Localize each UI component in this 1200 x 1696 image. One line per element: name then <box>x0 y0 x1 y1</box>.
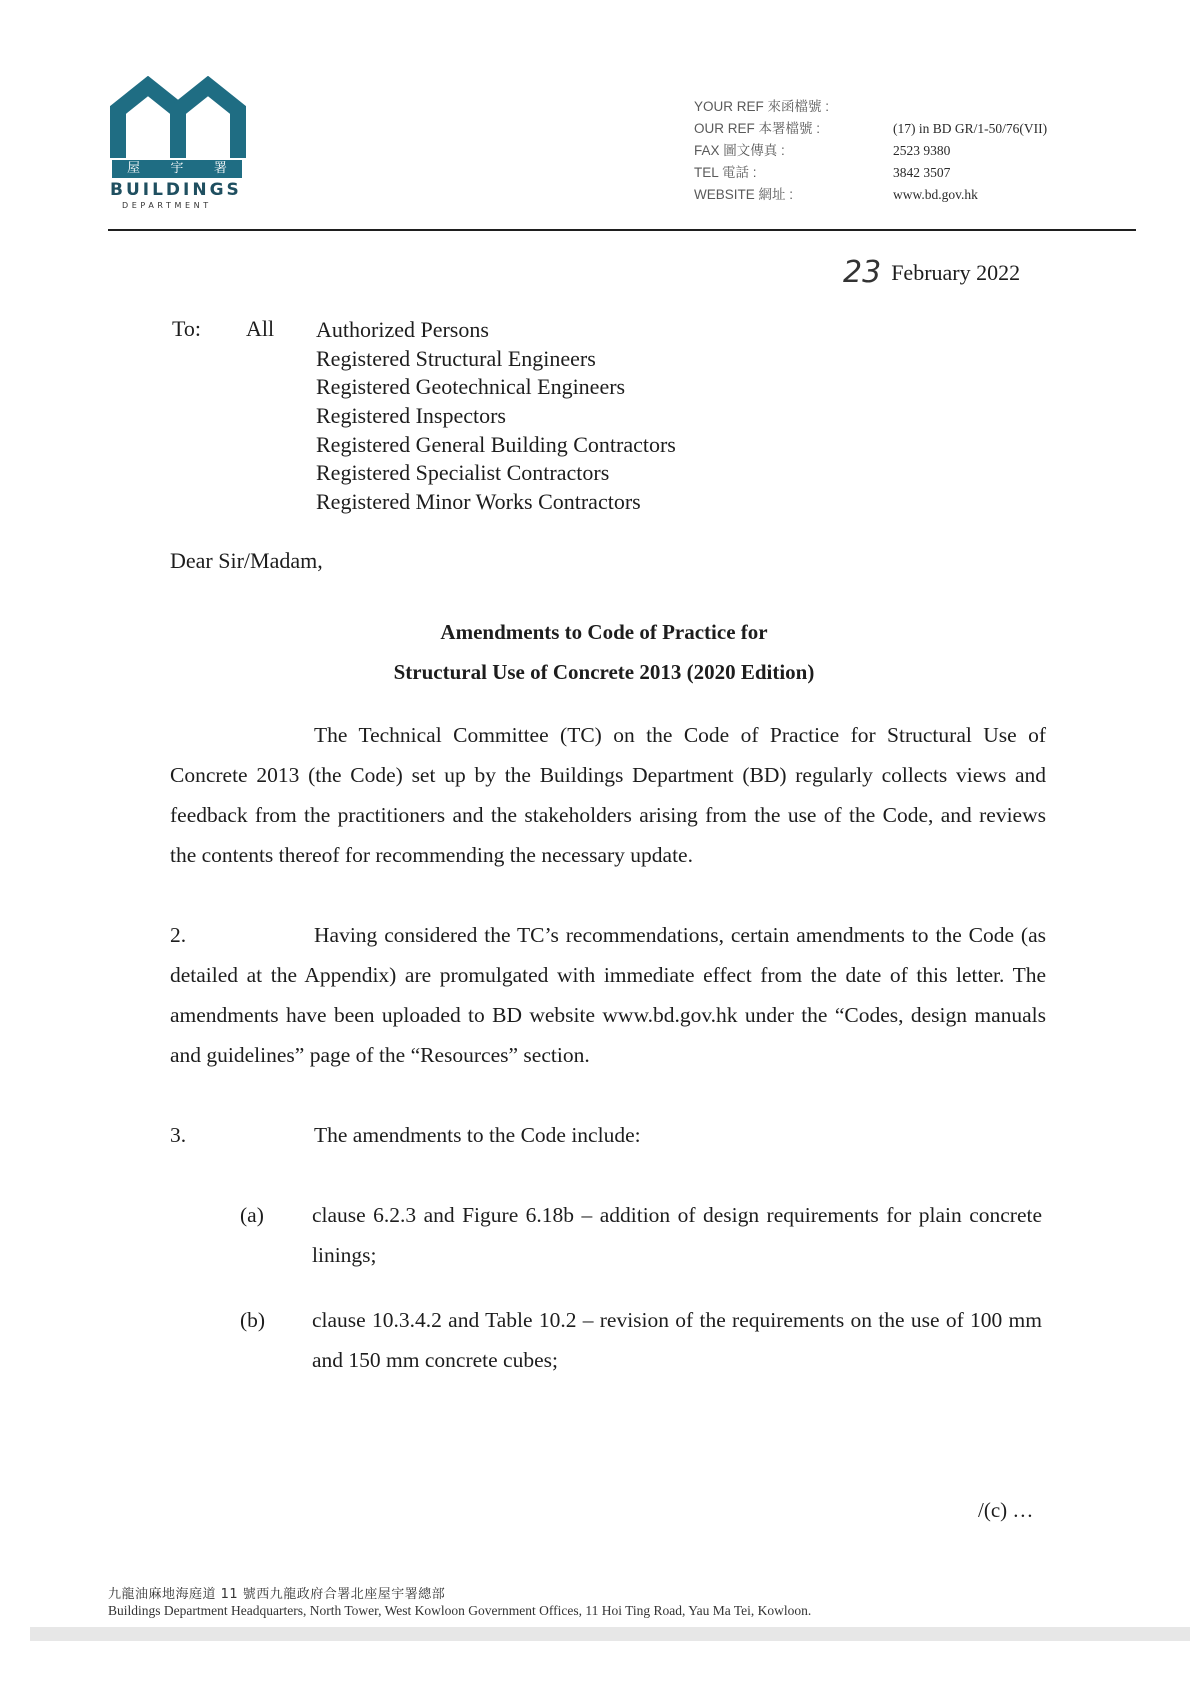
amendment-item <box>240 1195 1040 1277</box>
amendment-text: clause 10.3.4.2 and Table 10.2 – revision of the requirements on the use of 100 mm and 150 mm concrete cubes; <box>312 1308 1042 1372</box>
amendment-label: (a) <box>240 1203 264 1227</box>
fax-label: FAX 圖文傳真 : <box>694 143 785 158</box>
footer-address-english: Buildings Department Headquarters, North Tower, West Kowloon Government Offices, 11 Hoi Ting Road, Yau Ma Tei, Kowloon. <box>108 1603 812 1618</box>
salutation: Dear Sir/Madam, <box>170 548 323 573</box>
footer-address-chinese: 九龍油麻地海庭道 11 號西九龍政府合署北座屋宇署總部 <box>108 1587 446 1602</box>
recipient-item: Registered General Building Contractors <box>316 431 676 457</box>
subject-line-1: Amendments to Code of Practice for <box>440 620 768 644</box>
your-ref-label: YOUR REF 來函檔號 : <box>694 99 830 114</box>
continuation-marker: /(c) … <box>978 1498 1034 1522</box>
house-roofs-icon <box>108 76 248 162</box>
letter-date <box>843 255 1020 290</box>
footer-scan-band <box>30 1627 1190 1641</box>
to-all: All <box>246 316 275 341</box>
header-divider <box>108 229 1136 231</box>
website-value: www.bd.gov.hk <box>893 187 978 202</box>
recipient-list <box>316 316 676 517</box>
paragraph-3-number: 3. <box>170 1123 187 1147</box>
logo-chinese-name <box>112 160 242 178</box>
recipient-item: Authorized Persons <box>316 317 489 342</box>
paragraph-2-text: Having considered the TC’s recommendations, certain amendments to the Code (as detailed at the Appendix) are promulgated with immediate effect from the date of this letter. The amendments have been uploaded to BD website www.bd.gov.hk under the “Codes, design manuals and guidelines” page of the “Resources” section. <box>170 923 1046 1067</box>
recipient-item: Registered Specialist Contractors <box>316 460 610 486</box>
logo-cn-char: 屋 <box>127 161 141 176</box>
subject-line-2: Structural Use of Concrete 2013 (2020 Edition) <box>393 660 815 684</box>
logo-english-name: BUILDINGS <box>110 180 242 200</box>
recipient-item: Registered Inspectors <box>316 403 506 429</box>
reference-labels <box>694 96 829 206</box>
paragraph-1 <box>170 715 1046 875</box>
amendment-item <box>240 1300 1040 1382</box>
buildings-department-logo <box>108 76 248 210</box>
to-label: To: <box>172 316 202 341</box>
reference-values <box>893 118 1047 206</box>
paragraph-2-number: 2. <box>170 923 187 947</box>
paragraph-1-text: The Technical Committee (TC) on the Code of Practice for Structural Use of Concrete 2013 (the Code) set up by the Buildings Department (BD) regularly collects views and feedback from the practitioners and the stakeholders arising from the use of the Code, and reviews the contents thereof for recommending the necessary update. <box>170 723 1046 867</box>
date-month-year: February 2022 <box>891 260 1021 285</box>
recipient-item: Registered Structural Engineers <box>316 345 596 371</box>
tel-label: TEL 電話 : <box>694 165 757 180</box>
amendment-label: (b) <box>240 1308 266 1332</box>
logo-cn-char: 署 <box>213 161 227 176</box>
date-day-handwritten: 23 <box>843 255 882 290</box>
tel-value: 3842 3507 <box>893 165 951 180</box>
paragraph-3 <box>170 1115 1046 1155</box>
website-label: WEBSITE 網址 : <box>694 187 794 202</box>
our-ref-value: (17) in BD GR/1-50/76(VII) <box>893 121 1048 136</box>
fax-value: 2523 9380 <box>893 143 951 158</box>
our-ref-label: OUR REF 本署檔號 : <box>694 121 821 136</box>
amendment-text: clause 6.2.3 and Figure 6.18b – addition of design requirements for plain concrete linings; <box>312 1203 1042 1267</box>
logo-english-subname: DEPARTMENT <box>122 201 212 210</box>
letter-subject <box>170 612 1038 692</box>
paragraph-2 <box>170 915 1046 1075</box>
recipient-item: Registered Minor Works Contractors <box>316 489 641 515</box>
paragraph-3-text: The amendments to the Code include: <box>314 1123 641 1147</box>
recipient-item: Registered Geotechnical Engineers <box>316 374 626 400</box>
logo-cn-char: 宇 <box>170 161 184 176</box>
